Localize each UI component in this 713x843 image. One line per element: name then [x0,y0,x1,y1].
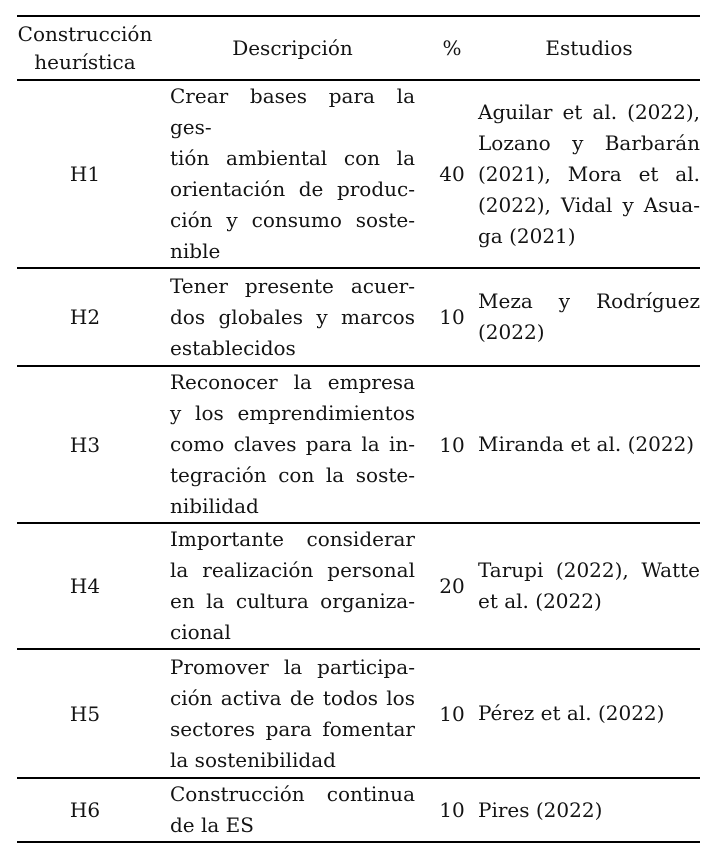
descripcion-line: nibilidad [170,494,259,518]
text-block [478,698,700,729]
estudios-line: et al. (2022) [478,589,602,613]
heuristic-id-label: H4 [69,574,101,598]
descripcion-line: establecidos [170,335,296,360]
heuristic-id-cell [17,524,153,648]
descripcion-cell [153,367,432,522]
text-block [170,271,415,364]
descripcion-line: de la ES [170,813,254,837]
text-block [170,81,415,267]
table-row [17,777,700,843]
table-row [17,522,700,648]
heuristic-id-label: H3 [69,432,101,457]
estudios-line: (2022), Vidal y Asua- [478,192,700,217]
estudios-line: Pires (2022) [478,797,603,822]
heuristic-id-label: H6 [69,798,101,822]
heuristics-table [17,15,700,843]
descripcion-line: orientación de produc- [170,177,415,201]
percent-value: 40 [439,162,465,186]
table-row [17,267,700,365]
descripcion-cell [153,81,432,267]
percent-cell [432,650,472,777]
heuristic-id-label: H5 [69,701,101,726]
descripcion-line: la sostenibilidad [170,747,336,772]
descripcion-line: nible [170,239,221,263]
descripcion-line: sectores para fomentar [170,716,415,741]
estudios-line: ga (2021) [478,223,576,248]
header-construccion-heuristica [17,17,153,79]
percent-value: 20 [439,574,465,598]
descripcion-line: cional [170,620,231,644]
estudios-line: (2021), Mora et al. [478,161,700,186]
descripcion-line: la realización personal [170,558,415,582]
descripcion-line: Crear bases para la ges- [170,84,415,139]
descripcion-line: dos globales y marcos [170,304,415,329]
descripcion-line: tegración con la soste- [170,463,415,487]
descripcion-cell [153,650,432,777]
text-block [170,652,415,776]
header-line: heurística [34,50,136,74]
header-descripcion [153,17,432,79]
estudios-cell [472,81,700,267]
heuristic-id-cell [17,779,153,841]
header-estudios [472,17,700,79]
descripcion-line: ción activa de todos los [170,685,415,710]
table-row [17,648,700,777]
text-block [478,429,700,460]
descripcion-line: en la cultura organiza- [170,589,415,613]
header-line: Construcción [17,22,153,46]
header-label: % [442,36,462,60]
heuristic-id-cell [17,367,153,522]
table-row [17,79,700,267]
estudios-line: Miranda et al. (2022) [478,432,695,456]
descripcion-cell [153,524,432,648]
percent-cell [432,524,472,648]
descripcion-line: Construcción continua [170,782,415,806]
heuristic-id-cell [17,81,153,267]
estudios-line: Lozano y Barbarán [478,130,700,155]
descripcion-line: ción y consumo soste- [170,208,415,232]
descripcion-line: y los emprendimientos [170,401,415,425]
estudios-cell [472,367,700,522]
descripcion-line: Promover la participa- [170,654,415,679]
text-block [478,286,700,348]
heuristic-id-cell [17,650,153,777]
text-block [170,524,415,648]
heuristic-id-label: H2 [69,305,101,329]
estudios-cell [472,779,700,841]
estudios-line: (2022) [478,320,545,344]
descripcion-cell [153,269,432,365]
percent-value: 10 [439,305,465,329]
text-block [478,555,700,617]
descripcion-line: tión ambiental con la [170,146,415,170]
estudios-line: Aguilar et al. (2022), [478,99,700,124]
estudios-line: Meza y Rodríguez [478,289,700,313]
estudios-line: Tarupi (2022), Watte [478,558,700,582]
heuristic-id-cell [17,269,153,365]
percent-value: 10 [439,432,465,457]
estudios-cell [472,524,700,648]
text-block [478,97,700,252]
table-row [17,365,700,522]
percent-cell [432,269,472,365]
text-block [170,367,415,522]
descripcion-cell [153,779,432,841]
percent-value: 10 [439,701,465,726]
text-block [478,795,700,826]
estudios-line: Pérez et al. (2022) [478,701,665,725]
text-block [170,779,415,841]
table-header-row [17,15,700,79]
heuristic-id-label: H1 [69,162,101,186]
header-label: Estudios [545,36,633,60]
percent-cell [432,367,472,522]
percent-cell [432,81,472,267]
descripcion-line: Tener presente acuer- [170,273,415,298]
descripcion-line: como claves para la in- [170,432,415,456]
estudios-cell [472,650,700,777]
header-label: Descripción [232,36,353,60]
header-percent [432,17,472,79]
descripcion-line: Importante considerar [170,527,415,551]
estudios-cell [472,269,700,365]
percent-cell [432,779,472,841]
percent-value: 10 [439,798,465,822]
descripcion-line: Reconocer la empresa [170,370,415,394]
